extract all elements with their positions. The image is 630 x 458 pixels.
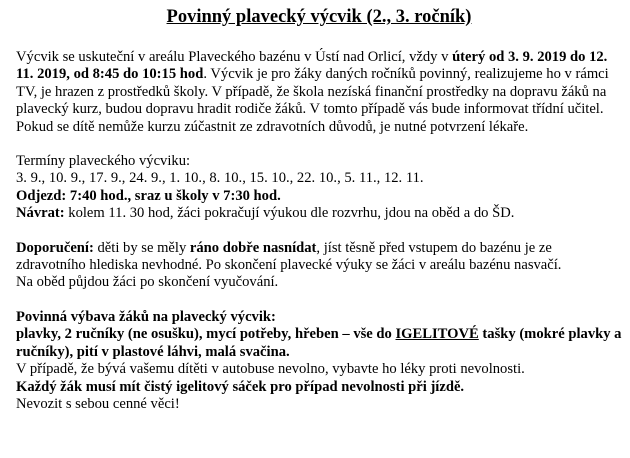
departure-line: Odjezd: 7:40 hod., sraz u školy v 7:30 hod. xyxy=(16,187,281,204)
intro-dates-bold: úterý od 3. 9. 2019 do 12. 11. 2019, od 8:45 do 10:15 hod xyxy=(16,49,608,83)
equipment-list-2: tašky (mokré plavky a ručníky), pití v plastové láhvi, malá svačina. xyxy=(16,326,622,360)
schedule-dates: 3. 9., 10. 9., 17. 9., 24. 9., 1. 10., 8. 10., 15. 10., 22. 10., 5. 11., 12. 11. xyxy=(16,170,424,187)
spacer xyxy=(16,223,622,240)
recommendation-label: Doporučení: xyxy=(16,239,94,256)
intro-paragraph xyxy=(16,49,622,136)
return-label: Návrat: xyxy=(16,205,65,222)
intro-medical-note: Pokud se dítě nemůže kurzu zúčastnit ze zdravotních důvodů, je nutné potvrzení lékaře. xyxy=(16,118,529,135)
spacer xyxy=(16,136,622,153)
recommendation-text-1: děti by se měly xyxy=(93,239,190,256)
recommendation-bold: ráno dobře nasnídat xyxy=(189,239,317,256)
intro-text-1: Výcvik se uskuteční v areálu Plaveckého bazénu v Ústí nad Orlicí, vždy v xyxy=(16,49,453,65)
lunch-note: Na oběd půjdou žáci po skončení vyučování. xyxy=(16,274,279,291)
bag-requirement: Každý žák musí mít čistý igelitový sáček pro případ nevolnosti při jízdě. xyxy=(16,378,465,395)
valuables-warning: Nevozit s sebou cenné věci! xyxy=(16,395,180,412)
equipment-list-1: plavky, 2 ručníky (ne osušku), mycí potřeby, hřeben – vše do xyxy=(16,326,396,343)
intro-text-2: . Výcvik je pro žáky daných ročníků povinný, realizujeme ho v rámci TV, je hrazen z prostředků školy. V případě, že škola nezíská finanční prostředky na dopravu žáků na plavecký kurz, budou dopravu hradit rodiče žáků. V tomto případě vás bude informovat třídní učitel. xyxy=(16,66,609,118)
recommendation-text-2: , jíst těsně před vstupem do bazénu je ze zdravotního hlediska nevhodné. Po skončení plavecké výuky se žáci v areálu bazénu nasvačí. xyxy=(16,239,562,274)
document-title: Povinný plavecký výcvik (2., 3. ročník) xyxy=(166,7,472,27)
equipment-section xyxy=(16,309,622,413)
equipment-heading: Povinná výbava žáků na plavecký výcvik: xyxy=(16,308,276,325)
schedule-heading: Termíny plaveckého výcviku: xyxy=(16,153,191,170)
equipment-list xyxy=(16,326,621,359)
schedule-section xyxy=(16,153,622,223)
nausea-note: V případě, že bývá vašemu dítěti v autobuse nevolno, vybavte ho léky proti nevolnosti. xyxy=(16,361,525,378)
spacer xyxy=(16,292,622,309)
recommendation-section xyxy=(16,240,622,292)
equipment-igelitove: IGELITOVÉ xyxy=(395,326,479,343)
return-text: kolem 11. 30 hod, žáci pokračují výukou dle rozvrhu, jdou na oběd a do ŠD. xyxy=(64,205,515,222)
